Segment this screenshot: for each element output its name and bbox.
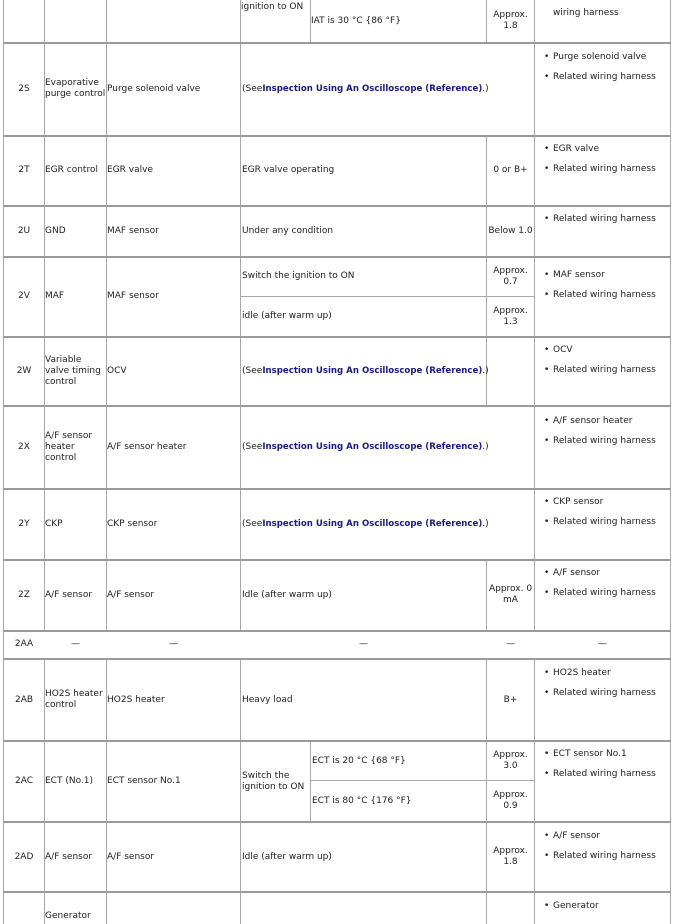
condition-cell: EGR valve operating [242,165,335,175]
inspection-item: • OCV [539,345,669,356]
connected-cell: A/F sensor [107,589,155,600]
condition-sub-cell: ECT is 80 °C {176 °F} [312,795,412,806]
reference-prefix: (See [242,83,263,94]
value-cell: Approx. 3.0 [493,750,528,771]
inspection-list [539,749,669,779]
reference-prefix: (See [242,365,263,376]
signal-cell: ECT (No.1) [45,776,94,786]
condition-cell: Switch the ignition to ON [242,271,355,281]
reference-suffix: .) [482,365,489,376]
value-cell: Approx. 1.3 [493,305,528,327]
connected-cell: MAF sensor [107,291,159,301]
inspection-item: • Generator [539,901,669,912]
condition-cell: Under any condition [242,225,334,236]
condition-cell: Heavy load [242,694,293,705]
inspection-item: • Related wiring harness [539,214,669,225]
inspection-item: • MAF sensor [539,270,669,281]
inspection-item: • Related wiring harness [539,688,669,699]
value-cell: Below 1.0 [488,225,533,236]
condition-cell: Switch the ignition to ON [242,770,305,792]
signal-cell: A/F sensor heater control [45,430,93,463]
inspection-list [539,901,669,912]
value-cell: — [506,639,515,649]
terminal-cell: 2Y [18,518,30,529]
inspection-cell: wiring harness [553,8,619,18]
reference-prefix: (See [242,441,263,452]
value-cell: 0 or B+ [493,165,528,175]
terminal-voltage-table [3,0,671,924]
signal-cell: Evaporative purge control [45,78,106,99]
inspection-item: • EGR valve [539,144,669,155]
value-cell: B+ [503,694,518,705]
inspection-item: • Related wiring harness [539,436,669,447]
inspection-item: • A/F sensor heater [539,416,669,427]
terminal-cell: 2AD [14,851,34,862]
terminal-cell: 2U [17,225,31,236]
inspection-list [539,144,669,174]
reference-cell [242,43,532,135]
condition-cell: Idle (after warm up) [242,589,332,600]
terminal-cell: 2S [18,83,30,94]
reference-suffix: .) [482,441,489,452]
inspection-list [539,831,669,861]
oscilloscope-link[interactable]: Inspection Using An Oscilloscope (Reference) [262,83,483,94]
inspection-item: • Related wiring harness [539,365,669,376]
value-cell: Approx. 1.8 [493,846,528,867]
terminal-cell: 2V [18,291,30,301]
inspection-list [539,345,669,375]
row-border [3,891,671,893]
terminal-cell: 2AB [14,694,34,705]
condition-cell: Idle (after warm up) [242,851,332,862]
condition-sub-cell: ECT is 20 °C {68 °F} [312,755,406,766]
inspection-list [539,270,669,300]
value-cell: Approx. 0.9 [493,790,528,811]
col-border [534,0,535,631]
inspection-item: • Related wiring harness [539,517,669,528]
reference-cell [242,489,532,559]
connected-cell: OCV [107,365,127,376]
col-border [670,0,671,924]
inspection-cell: — [598,639,607,649]
connected-cell: CKP sensor [107,518,158,529]
condition-cell: — [359,639,368,649]
inspection-item: • CKP sensor [539,497,669,508]
inspection-list [539,416,669,446]
terminal-cell: 2X [18,441,30,452]
connected-cell: — [169,639,178,649]
connected-cell: MAF sensor [107,225,159,236]
inspection-item: • A/F sensor [539,568,669,579]
terminal-cell: 2W [16,365,32,376]
inspection-item: • Purge solenoid valve [539,52,669,63]
col-border [240,0,241,631]
value-cell: Approx. 0 mA [488,584,533,605]
signal-cell: Generator [45,910,91,921]
connected-cell: ECT sensor No.1 [107,776,181,786]
inspection-item: • HO2S heater [539,668,669,679]
connected-cell: HO2S heater [107,694,165,705]
col-border [240,659,241,924]
signal-cell: GND [45,225,66,236]
inspection-item: • Related wiring harness [539,290,669,301]
connected-cell: Purge solenoid valve [107,83,201,94]
signal-cell: A/F sensor [45,589,93,600]
signal-cell: EGR control [45,165,98,175]
col-border [310,741,311,822]
oscilloscope-link[interactable]: Inspection Using An Oscilloscope (Reference) [262,518,483,529]
inspection-list [539,497,669,527]
terminal-cell: 2AC [14,776,33,786]
inspection-item: • A/F sensor [539,831,669,842]
reference-cell [242,406,532,488]
connected-cell: A/F sensor heater [107,441,187,452]
inspection-item: • Related wiring harness [539,72,669,83]
signal-cell: A/F sensor [45,851,93,862]
inspection-item: • Related wiring harness [539,851,669,862]
reference-suffix: .) [482,83,489,94]
inspection-item: • ECT sensor No.1 [539,749,669,760]
inspection-list [539,668,669,698]
inspection-item: • Related wiring harness [539,588,669,599]
reference-cell [242,337,532,405]
value-cell: Approx. 0.7 [493,265,528,287]
reference-suffix: .) [482,518,489,529]
inspection-item: • Related wiring harness [539,164,669,175]
inspection-list [539,52,669,82]
signal-cell: Variable valve timing control [45,354,101,387]
signal-cell: MAF [45,291,65,301]
oscilloscope-link[interactable]: Inspection Using An Oscilloscope (Reference) [262,365,483,376]
oscilloscope-link[interactable]: Inspection Using An Oscilloscope (Reference) [262,441,483,452]
signal-cell: CKP [45,518,63,529]
col-border [534,659,535,924]
inspection-list [539,568,669,598]
terminal-cell: 2AA [14,639,34,649]
condition-cell: IAT is 30 °C {86 °F} [311,15,401,26]
connected-cell: EGR valve [107,165,153,175]
signal-cell: — [71,639,80,649]
condition-cell: idle (after warm up) [242,311,332,321]
signal-cell: HO2S heater control [45,689,103,710]
terminal-cell: 2Z [18,589,30,600]
terminal-cell: 2T [18,165,30,175]
reference-prefix: (See [242,518,263,529]
inspection-list [539,214,669,225]
inspection-item: • Related wiring harness [539,769,669,780]
condition-cell: ignition to ON [241,1,304,12]
value-cell: Approx. 1.8 [493,10,528,31]
connected-cell: A/F sensor [107,851,155,862]
